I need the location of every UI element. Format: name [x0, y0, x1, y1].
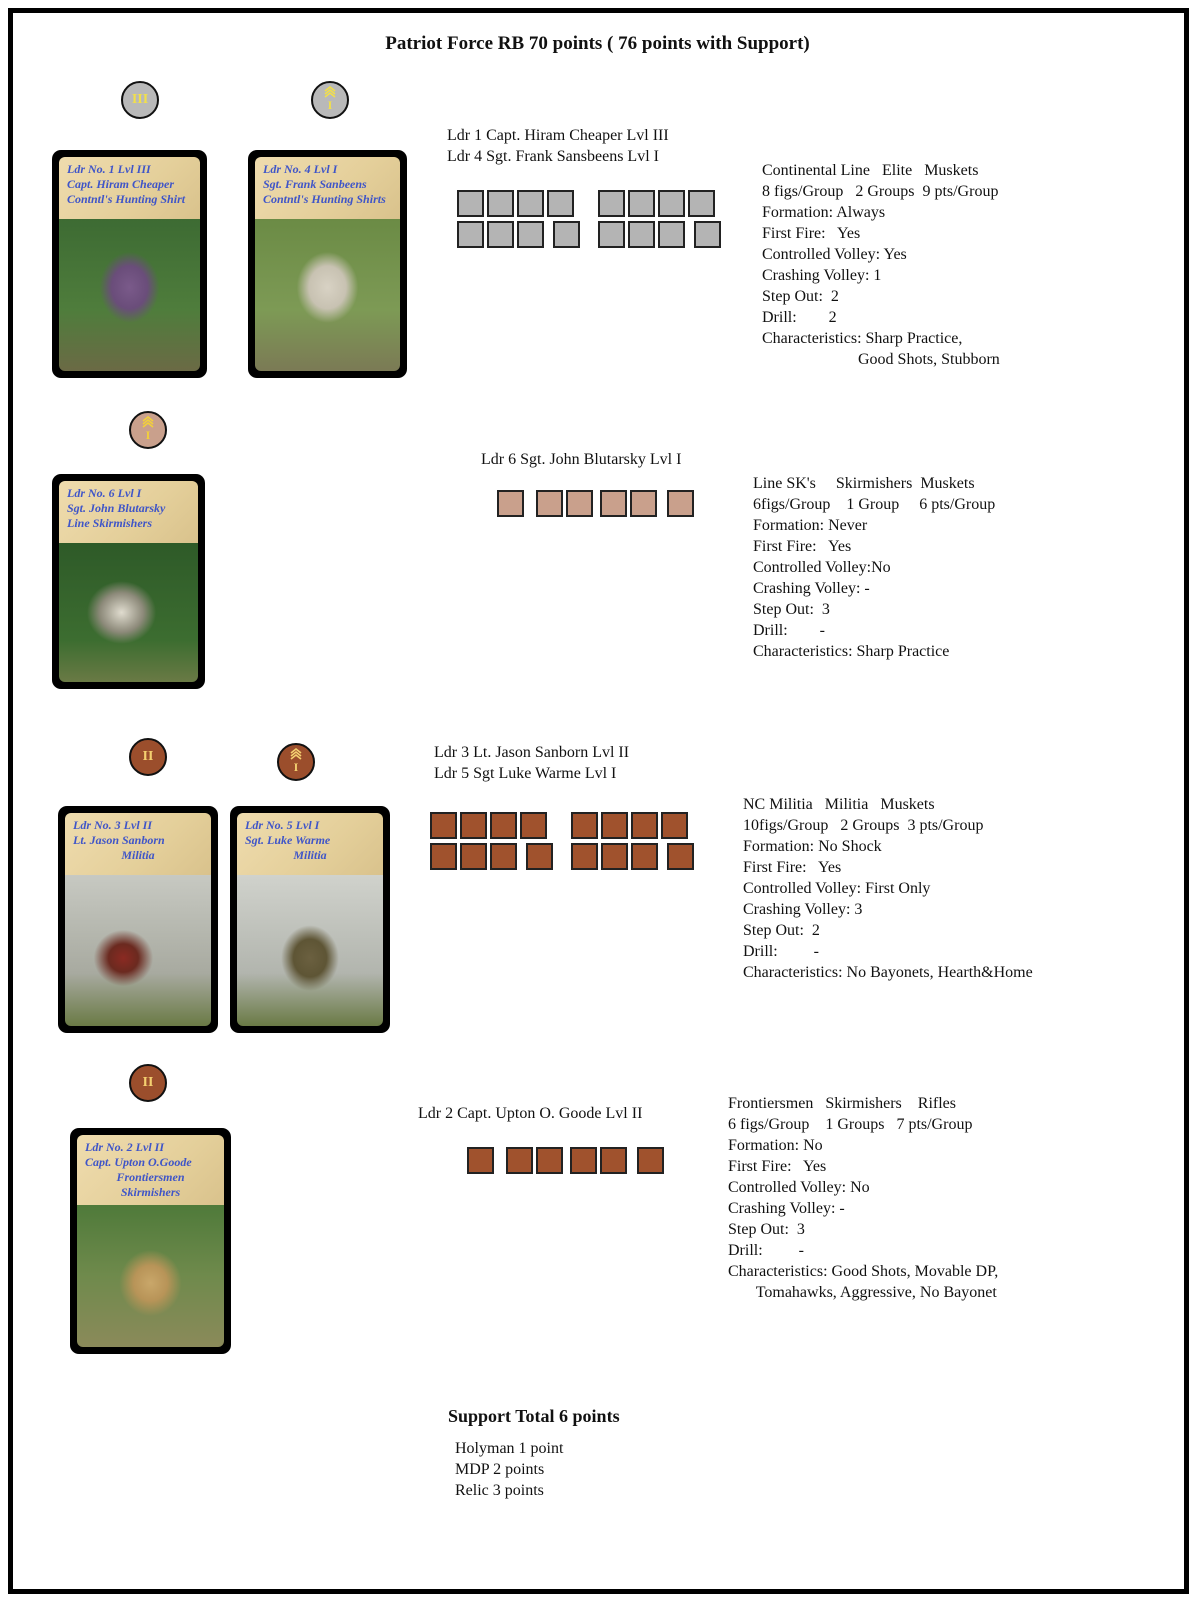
miniature-photo — [237, 875, 383, 1026]
stat-line: Controlled Volley: No — [728, 1179, 870, 1196]
stat-line: Crashing Volley: - — [753, 580, 870, 597]
stat-line: First Fire: Yes — [743, 859, 842, 876]
stat-line: Drill: - — [743, 943, 819, 960]
figure-square — [457, 221, 484, 248]
leader-line: Ldr 6 Sgt. John Blutarsky Lvl I — [481, 451, 682, 468]
stat-line: Formation: No Shock — [743, 838, 882, 855]
stat-line: Drill: - — [753, 622, 825, 639]
leader-card — [248, 150, 407, 378]
stat-line: Characteristics: No Bayonets, Hearth&Home — [743, 964, 1033, 981]
leader-card — [70, 1128, 231, 1354]
stat-line: Tomahawks, Aggressive, No Bayonet — [728, 1284, 997, 1301]
figure-square — [526, 843, 553, 870]
badge-label: II — [142, 1075, 154, 1090]
card-line: Ldr No. 4 Lvl I — [263, 162, 338, 176]
stat-line: Frontiersmen Skirmishers Rifles — [728, 1095, 956, 1112]
stat-line: Line SK's Skirmishers Muskets — [753, 475, 975, 492]
leader-list — [418, 1103, 642, 1124]
stat-line: Characteristics: Sharp Practice — [753, 643, 950, 660]
leader-card — [230, 806, 390, 1033]
support-item: Relic 3 points — [455, 1482, 544, 1499]
figure-square — [536, 1147, 563, 1174]
figure-square — [637, 1147, 664, 1174]
level-badge — [311, 81, 349, 119]
card-line: Line Skirmishers — [67, 516, 153, 530]
stat-line: First Fire: Yes — [762, 225, 861, 242]
card-line: Sgt. Frank Sanbeens — [263, 177, 367, 191]
figure-square — [628, 190, 655, 217]
figure-square — [600, 490, 627, 517]
figure-square — [460, 812, 487, 839]
card-line: Militia — [293, 848, 327, 862]
stat-line: Formation: Never — [753, 517, 868, 534]
figure-square — [497, 490, 524, 517]
leader-list — [434, 742, 629, 784]
stat-line: First Fire: Yes — [753, 538, 852, 555]
figure-square — [517, 221, 544, 248]
level-badge — [121, 81, 159, 119]
figure-square — [553, 221, 580, 248]
stat-line: Characteristics: Sharp Practice, — [762, 330, 963, 347]
stat-line: Crashing Volley: 1 — [762, 267, 882, 284]
badge-label: III — [131, 92, 149, 107]
level-badge — [129, 1064, 167, 1102]
stat-line: First Fire: Yes — [728, 1158, 827, 1175]
stat-line: Continental Line Elite Muskets — [762, 162, 979, 179]
leader-list — [481, 449, 681, 470]
stat-line: 6figs/Group 1 Group 6 pts/Group — [753, 496, 996, 513]
chevron-icon — [141, 416, 155, 428]
card-line: Ldr No. 3 Lvl II — [73, 818, 152, 832]
figure-square — [661, 812, 688, 839]
card-line: Ldr No. 2 Lvl II — [85, 1140, 164, 1154]
chevron-icon — [289, 748, 303, 760]
card-line: Ldr No. 6 Lvl I — [67, 486, 142, 500]
card-line: Ldr No. 5 Lvl I — [245, 818, 320, 832]
stat-line: Good Shots, Stubborn — [762, 351, 1000, 368]
figure-square — [517, 190, 544, 217]
stat-line: Step Out: 3 — [728, 1221, 805, 1238]
figure-square — [490, 812, 517, 839]
figure-square — [570, 1147, 597, 1174]
leader-card — [52, 474, 205, 689]
figure-square — [460, 843, 487, 870]
unit-stats — [762, 160, 1000, 370]
figure-square — [598, 221, 625, 248]
badge-label: I — [293, 760, 299, 774]
stat-line: Formation: No — [728, 1137, 823, 1154]
leader-line: Ldr 3 Lt. Jason Sanborn Lvl II — [434, 744, 630, 761]
miniature-photo — [255, 219, 400, 371]
leader-card — [58, 806, 218, 1033]
card-line: Capt. Upton O.Goode — [85, 1155, 192, 1169]
stat-line: Controlled Volley: Yes — [762, 246, 907, 263]
miniature-photo — [65, 875, 211, 1026]
support-list — [455, 1438, 563, 1501]
figure-square — [506, 1147, 533, 1174]
figure-square — [667, 843, 694, 870]
miniature-photo — [77, 1205, 224, 1347]
figure-square — [547, 190, 574, 217]
stat-line: 10figs/Group 2 Groups 3 pts/Group — [743, 817, 984, 834]
card-line: Ldr No. 1 Lvl III — [67, 162, 151, 176]
level-badge — [277, 743, 315, 781]
figure-square — [490, 843, 517, 870]
card-line: Sgt. John Blutarsky — [67, 501, 166, 515]
figure-square — [487, 221, 514, 248]
figure-square — [430, 843, 457, 870]
level-badge — [129, 738, 167, 776]
figure-square — [628, 221, 655, 248]
stat-line: Step Out: 3 — [753, 601, 830, 618]
badge-label: II — [142, 749, 154, 764]
figure-square — [520, 812, 547, 839]
leader-line: Ldr 4 Sgt. Frank Sansbeens Lvl I — [447, 148, 659, 165]
card-line: Sgt. Luke Warme — [245, 833, 331, 847]
stat-line: Drill: 2 — [762, 309, 837, 326]
figure-square — [487, 190, 514, 217]
figure-square — [566, 490, 593, 517]
support-item: MDP 2 points — [455, 1461, 545, 1478]
support-item: Holyman 1 point — [455, 1440, 564, 1457]
figure-square — [694, 221, 721, 248]
leader-card — [52, 150, 207, 378]
support-title: Support Total 6 points — [448, 1406, 620, 1426]
level-badge — [129, 411, 167, 449]
card-line: Contntl's Hunting Shirts — [263, 192, 386, 206]
card-line: Lt. Jason Sanborn — [73, 833, 165, 847]
figure-square — [631, 812, 658, 839]
figure-square — [658, 190, 685, 217]
miniature-photo — [59, 219, 200, 371]
figure-square — [598, 190, 625, 217]
figure-square — [631, 843, 658, 870]
card-line: Capt. Hiram Cheaper — [67, 177, 175, 191]
figure-square — [667, 490, 694, 517]
figure-square — [630, 490, 657, 517]
miniature-photo — [59, 543, 198, 682]
badge-label: I — [145, 428, 151, 442]
figure-square — [430, 812, 457, 839]
stat-line: Step Out: 2 — [762, 288, 839, 305]
chevron-icon — [323, 86, 337, 98]
figure-square — [571, 843, 598, 870]
unit-stats — [728, 1093, 998, 1303]
card-line: Skirmishers — [120, 1185, 181, 1199]
stat-line: Formation: Always — [762, 204, 886, 221]
leader-line: Ldr 1 Capt. Hiram Cheaper Lvl III — [447, 127, 669, 144]
leader-list — [447, 125, 669, 167]
stat-line: Step Out: 2 — [743, 922, 820, 939]
badge-label: I — [327, 98, 333, 112]
leader-line: Ldr 2 Capt. Upton O. Goode Lvl II — [418, 1105, 643, 1122]
figure-square — [536, 490, 563, 517]
page-title: Patriot Force RB 70 points ( 76 points with Support) — [385, 33, 810, 54]
card-line: Frontiersmen — [116, 1170, 185, 1184]
stat-line: Crashing Volley: 3 — [743, 901, 863, 918]
stat-line: 8 figs/Group 2 Groups 9 pts/Group — [762, 183, 999, 200]
figure-square — [688, 190, 715, 217]
figure-square — [600, 1147, 627, 1174]
figure-square — [601, 843, 628, 870]
unit-stats — [753, 473, 995, 662]
stat-line: Controlled Volley:No — [753, 559, 891, 576]
stat-line: Drill: - — [728, 1242, 804, 1259]
stat-line: Characteristics: Good Shots, Movable DP, — [728, 1263, 999, 1280]
card-line: Militia — [121, 848, 155, 862]
stat-line: Controlled Volley: First Only — [743, 880, 931, 897]
stat-line: 6 figs/Group 1 Groups 7 pts/Group — [728, 1116, 973, 1133]
figure-square — [658, 221, 685, 248]
figure-square — [601, 812, 628, 839]
leader-line: Ldr 5 Sgt Luke Warme Lvl I — [434, 765, 617, 782]
stat-line: NC Militia Militia Muskets — [743, 796, 935, 813]
stat-line: Crashing Volley: - — [728, 1200, 845, 1217]
unit-stats — [743, 794, 1033, 983]
figure-square — [571, 812, 598, 839]
figure-square — [467, 1147, 494, 1174]
card-line: Contntl's Hunting Shirt — [67, 192, 186, 206]
figure-square — [457, 190, 484, 217]
